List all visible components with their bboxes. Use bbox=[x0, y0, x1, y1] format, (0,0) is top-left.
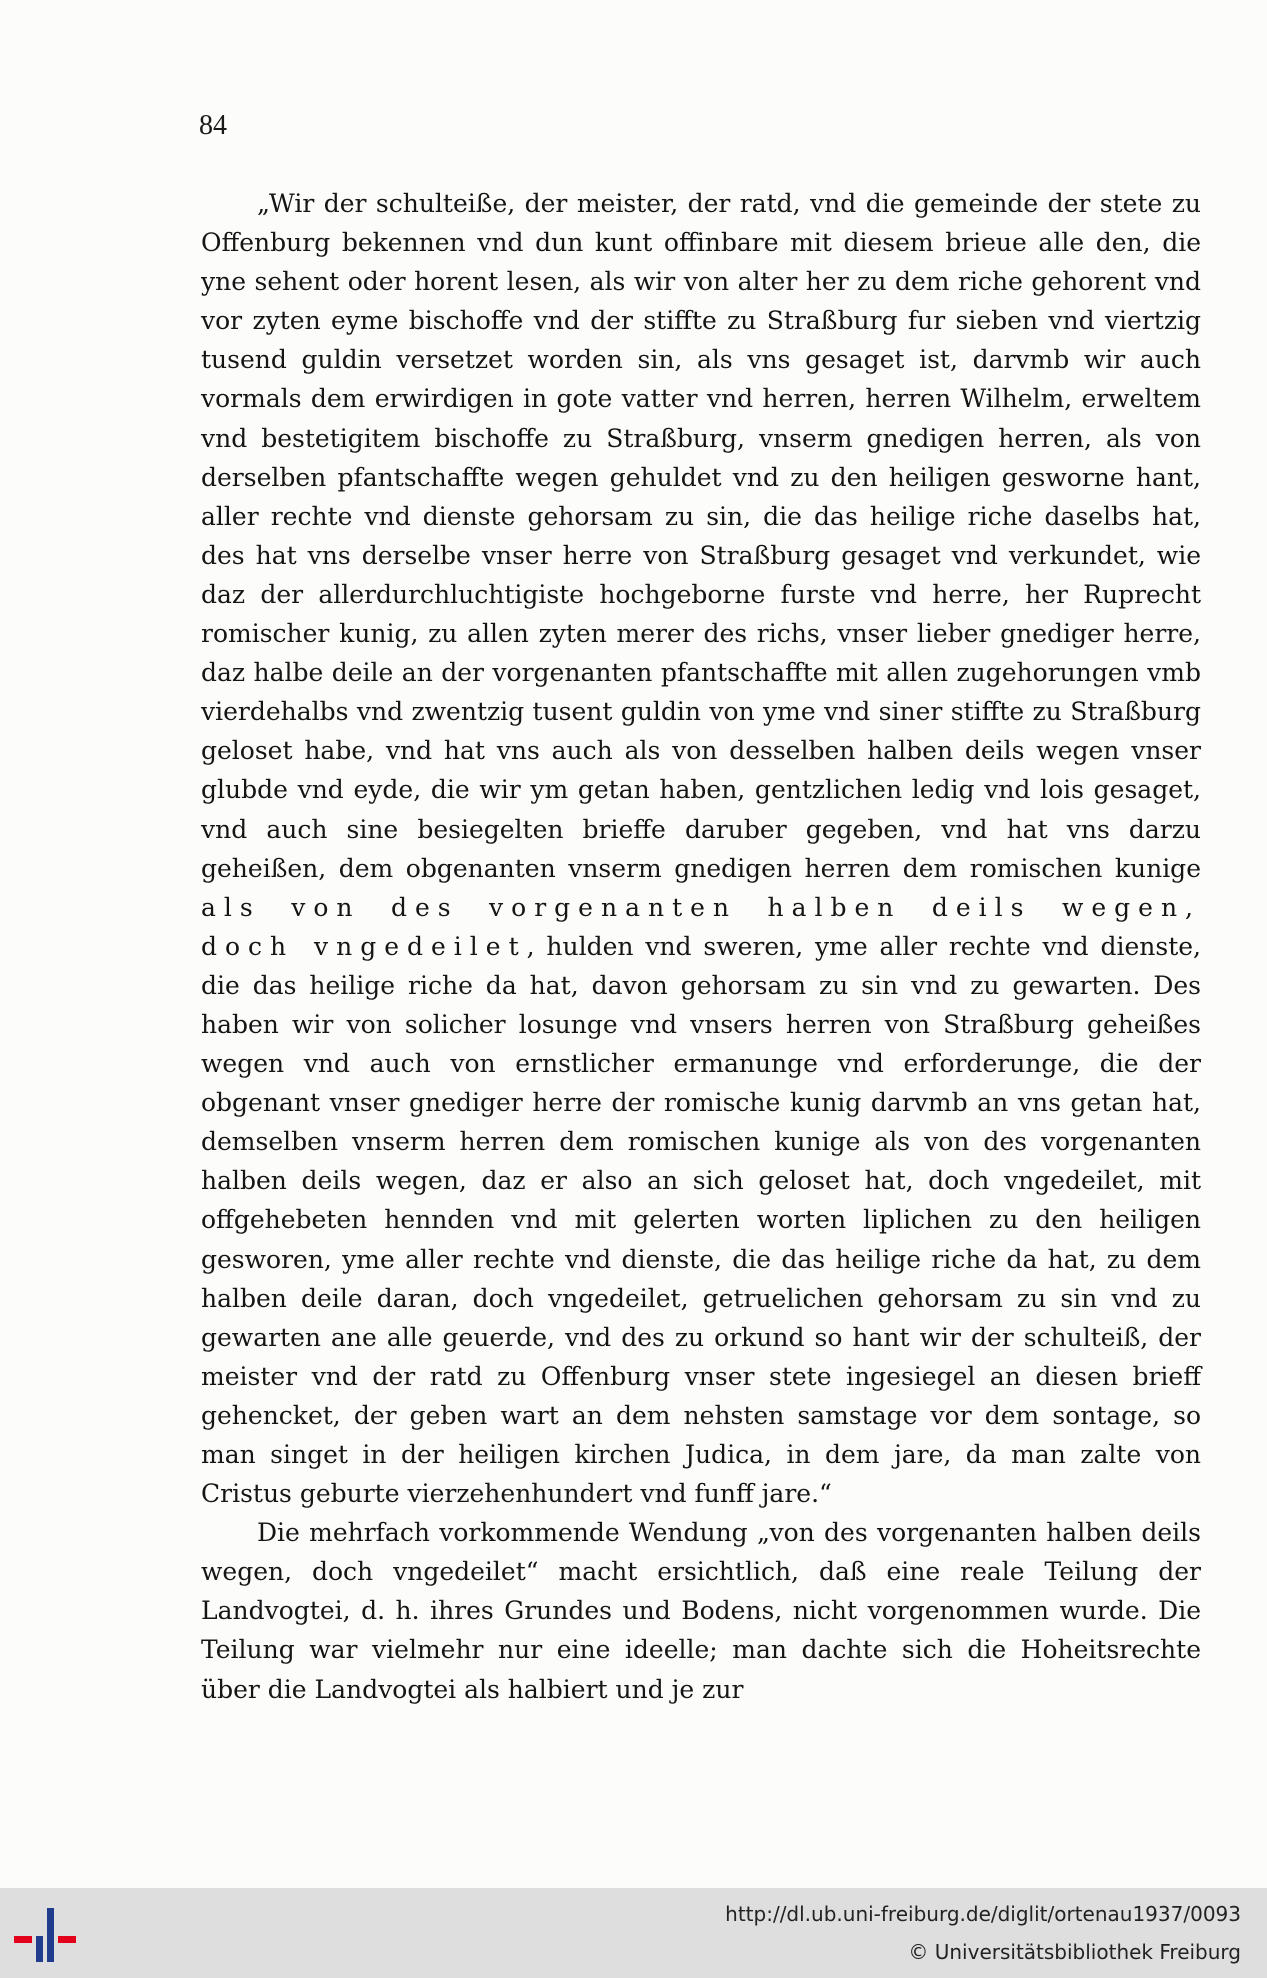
viewer-footer bbox=[0, 1888, 1267, 1978]
page-number: 84 bbox=[199, 110, 227, 141]
text-run: , hulden vnd sweren, yme aller rechte vnd dienste, die das heilige riche da hat, davon gehorsam zu sin vnd zu gewarten. Des haben wir von solicher losunge vnd vnsers herren von Straßburg geheißes wegen vnd auch von ernstlicher ermanunge vnd erforderunge, die der obgenant vnser gnediger herre der romische kunig darvmb an vns getan hat, demselben vnserm herren dem romischen kunige als von des vorgenanten halben deils wegen, daz er also an sich geloset hat, doch vngedeilet, mit offgehebeten hennden vnd mit gelerten worten liplichen zu den heiligen gesworen, yme aller rechte vnd dienste, die das heilige riche da hat, zu dem halben deile daran, doch vngedeilet, getruelichen gehorsam zu sin vnd zu gewarten ane alle geuerde, vnd des zu orkund so hant wir der schulteiß, der meister vnd der ratd zu Offenburg vnser stete ingesiegel an diesen brieff gehencket, der geben wart an dem nehsten samstage vor dem sontage, so man singet in der heiligen kirchen Judica, in dem jare, da man zalte von Cristus geburte vierzehenhundert vnd funff jare.“ bbox=[201, 931, 1201, 1509]
text-run: „Wir der schulteiße, der meister, der ratd, vnd die gemeinde der stete zu Offenburg bekennen vnd dun kunt offinbare mit diesem brieue alle den, die yne sehent oder horent lesen, als wir von alter her zu dem riche gehorent vnd vor zyten eyme bischoffe vnd der stiffte zu Straßburg fur sieben vnd viertzig tusend guldin versetzet worden sin, als vns gesaget ist, darvmb wir auch vormals dem erwirdigen in gote vatter vnd herren, herren Wilhelm, erweltem vnd bestetigitem bischoffe zu Straßburg, vnserm gnedigen herren, als von derselben pfantschaffte wegen gehuldet vnd zu den heiligen gesworne hant, aller rechte vnd dienste gehorsam zu sin, die das heilige riche daselbs hat, des hat vns derselbe vnser herre von Straßburg gesaget vnd verkundet, wie daz der allerdurchluchtigiste hochgeborne furste vnd herre, her Ruprecht romischer kunig, zu allen zyten merer des richs, vnser lieber gnediger herre, daz halbe deile an der vorgenanten pfantschaffte mit allen zugehorungen vmb vierdehalbs vnd zwentzig tusent guldin von yme vnd siner stiffte zu Straßburg geloset habe, vnd hat vns auch als von desselben halben deils wegen vnser glubde vnd eyde, die wir ym getan haben, gentzlichen ledig vnd lois gesaget, vnd auch sine besiegelten brieffe daruber gegeben, vnd hat vns darzu geheißen, dem obgenanten vnserm gnedigen herren dem romischen kunige bbox=[201, 189, 1201, 883]
permalink-url[interactable]: http://dl.ub.uni-freiburg.de/diglit/ortenau1937/0093 bbox=[725, 1902, 1241, 1926]
spaced-text-run: als von des vorgenanten halben deils wegen, doch vngedeilet bbox=[201, 892, 1201, 961]
ub-freiburg-logo-icon bbox=[14, 1902, 76, 1968]
copyright-notice: © Universitätsbibliothek Freiburg bbox=[908, 1940, 1241, 1964]
paragraph-charter-quote bbox=[201, 184, 1201, 1513]
paragraph-commentary bbox=[201, 1513, 1201, 1708]
text-run: Die mehrfach vorkommende Wendung „von des vorgenanten halben deils wegen, doch vngedeilet“ macht ersichtlich, daß eine reale Teilung der Landvogtei, d. h. ihres Grundes und Bodens, nicht vorgenommen wurde. Die Teilung war vielmehr nur eine ideelle; man dachte sich die Hoheitsrechte über die Landvogtei als halbiert und je zur bbox=[201, 1518, 1201, 1704]
page-text bbox=[201, 184, 1201, 1709]
